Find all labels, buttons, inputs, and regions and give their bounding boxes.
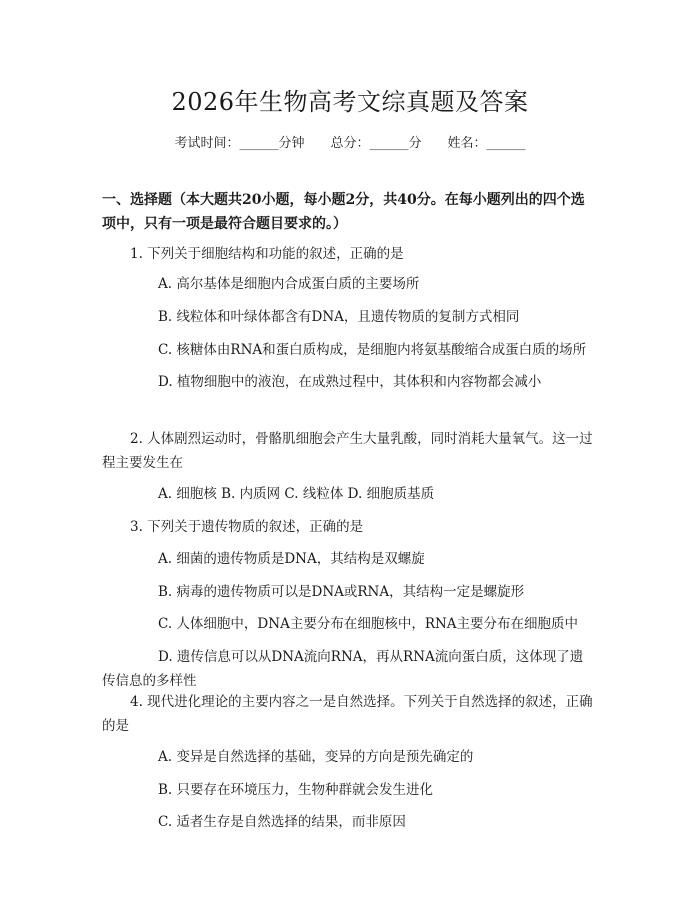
section-heading: 一、选择题（本大题共20小题，每小题2分，共40分。在每小题列出的四个选项中，只有一项是最符合题目要求的。） [102, 192, 585, 232]
question-4-option-c: C. 适者生存是自然选择的结果，而非原因 [158, 814, 406, 830]
question-4-option-a: A. 变异是自然选择的基础，变异的方向是预先确定的 [158, 749, 474, 765]
question-3-option-d: D. 遗传信息可以从DNA流向RNA，再从RNA流向蛋白质，这体现了遗传信息的多样性 [102, 649, 584, 689]
question-3-stem: 3. 下列关于遗传物质的叙述，正确的是 [130, 519, 364, 535]
question-4-option-b: B. 只要存在环境压力，生物种群就会发生进化 [158, 782, 434, 798]
question-3-option-b: B. 病毒的遗传物质可以是DNA或RNA，其结构一定是螺旋形 [158, 584, 525, 600]
question-1-option-a: A. 高尔基体是细胞内合成蛋白质的主要场所 [158, 276, 420, 292]
question-3-option-c: C. 人体细胞中，DNA主要分布在细胞核中，RNA主要分布在细胞质中 [158, 616, 579, 632]
question-2-options: A. 细胞核 B. 内质网 C. 线粒体 D. 细胞质基质 [158, 486, 435, 502]
page-title: 2026年生物高考文综真题及答案 [171, 88, 529, 116]
exam-info-line: 考试时间：______分钟 总分：______分 姓名：______ [174, 136, 526, 151]
question-4-stem: 4. 现代进化理论的主要内容之一是自然选择。下列关于自然选择的叙述，正确的是 [102, 694, 593, 734]
question-1-stem: 1. 下列关于细胞结构和功能的叙述，正确的是 [130, 246, 404, 262]
question-3-option-a: A. 细菌的遗传物质是DNA，其结构是双螺旋 [158, 551, 425, 567]
question-1-option-b: B. 线粒体和叶绿体都含有DNA，且遗传物质的复制方式相同 [158, 309, 520, 325]
question-2-stem: 2. 人体剧烈运动时，骨骼肌细胞会产生大量乳酸，同时消耗大量氧气。这一过程主要发生在 [102, 431, 593, 471]
question-1-option-c: C. 核糖体由RNA和蛋白质构成，是细胞内将氨基酸缩合成蛋白质的场所 [158, 342, 587, 358]
question-1-option-d: D. 植物细胞中的液泡，在成熟过程中，其体积和内容物都会减小 [158, 374, 542, 390]
